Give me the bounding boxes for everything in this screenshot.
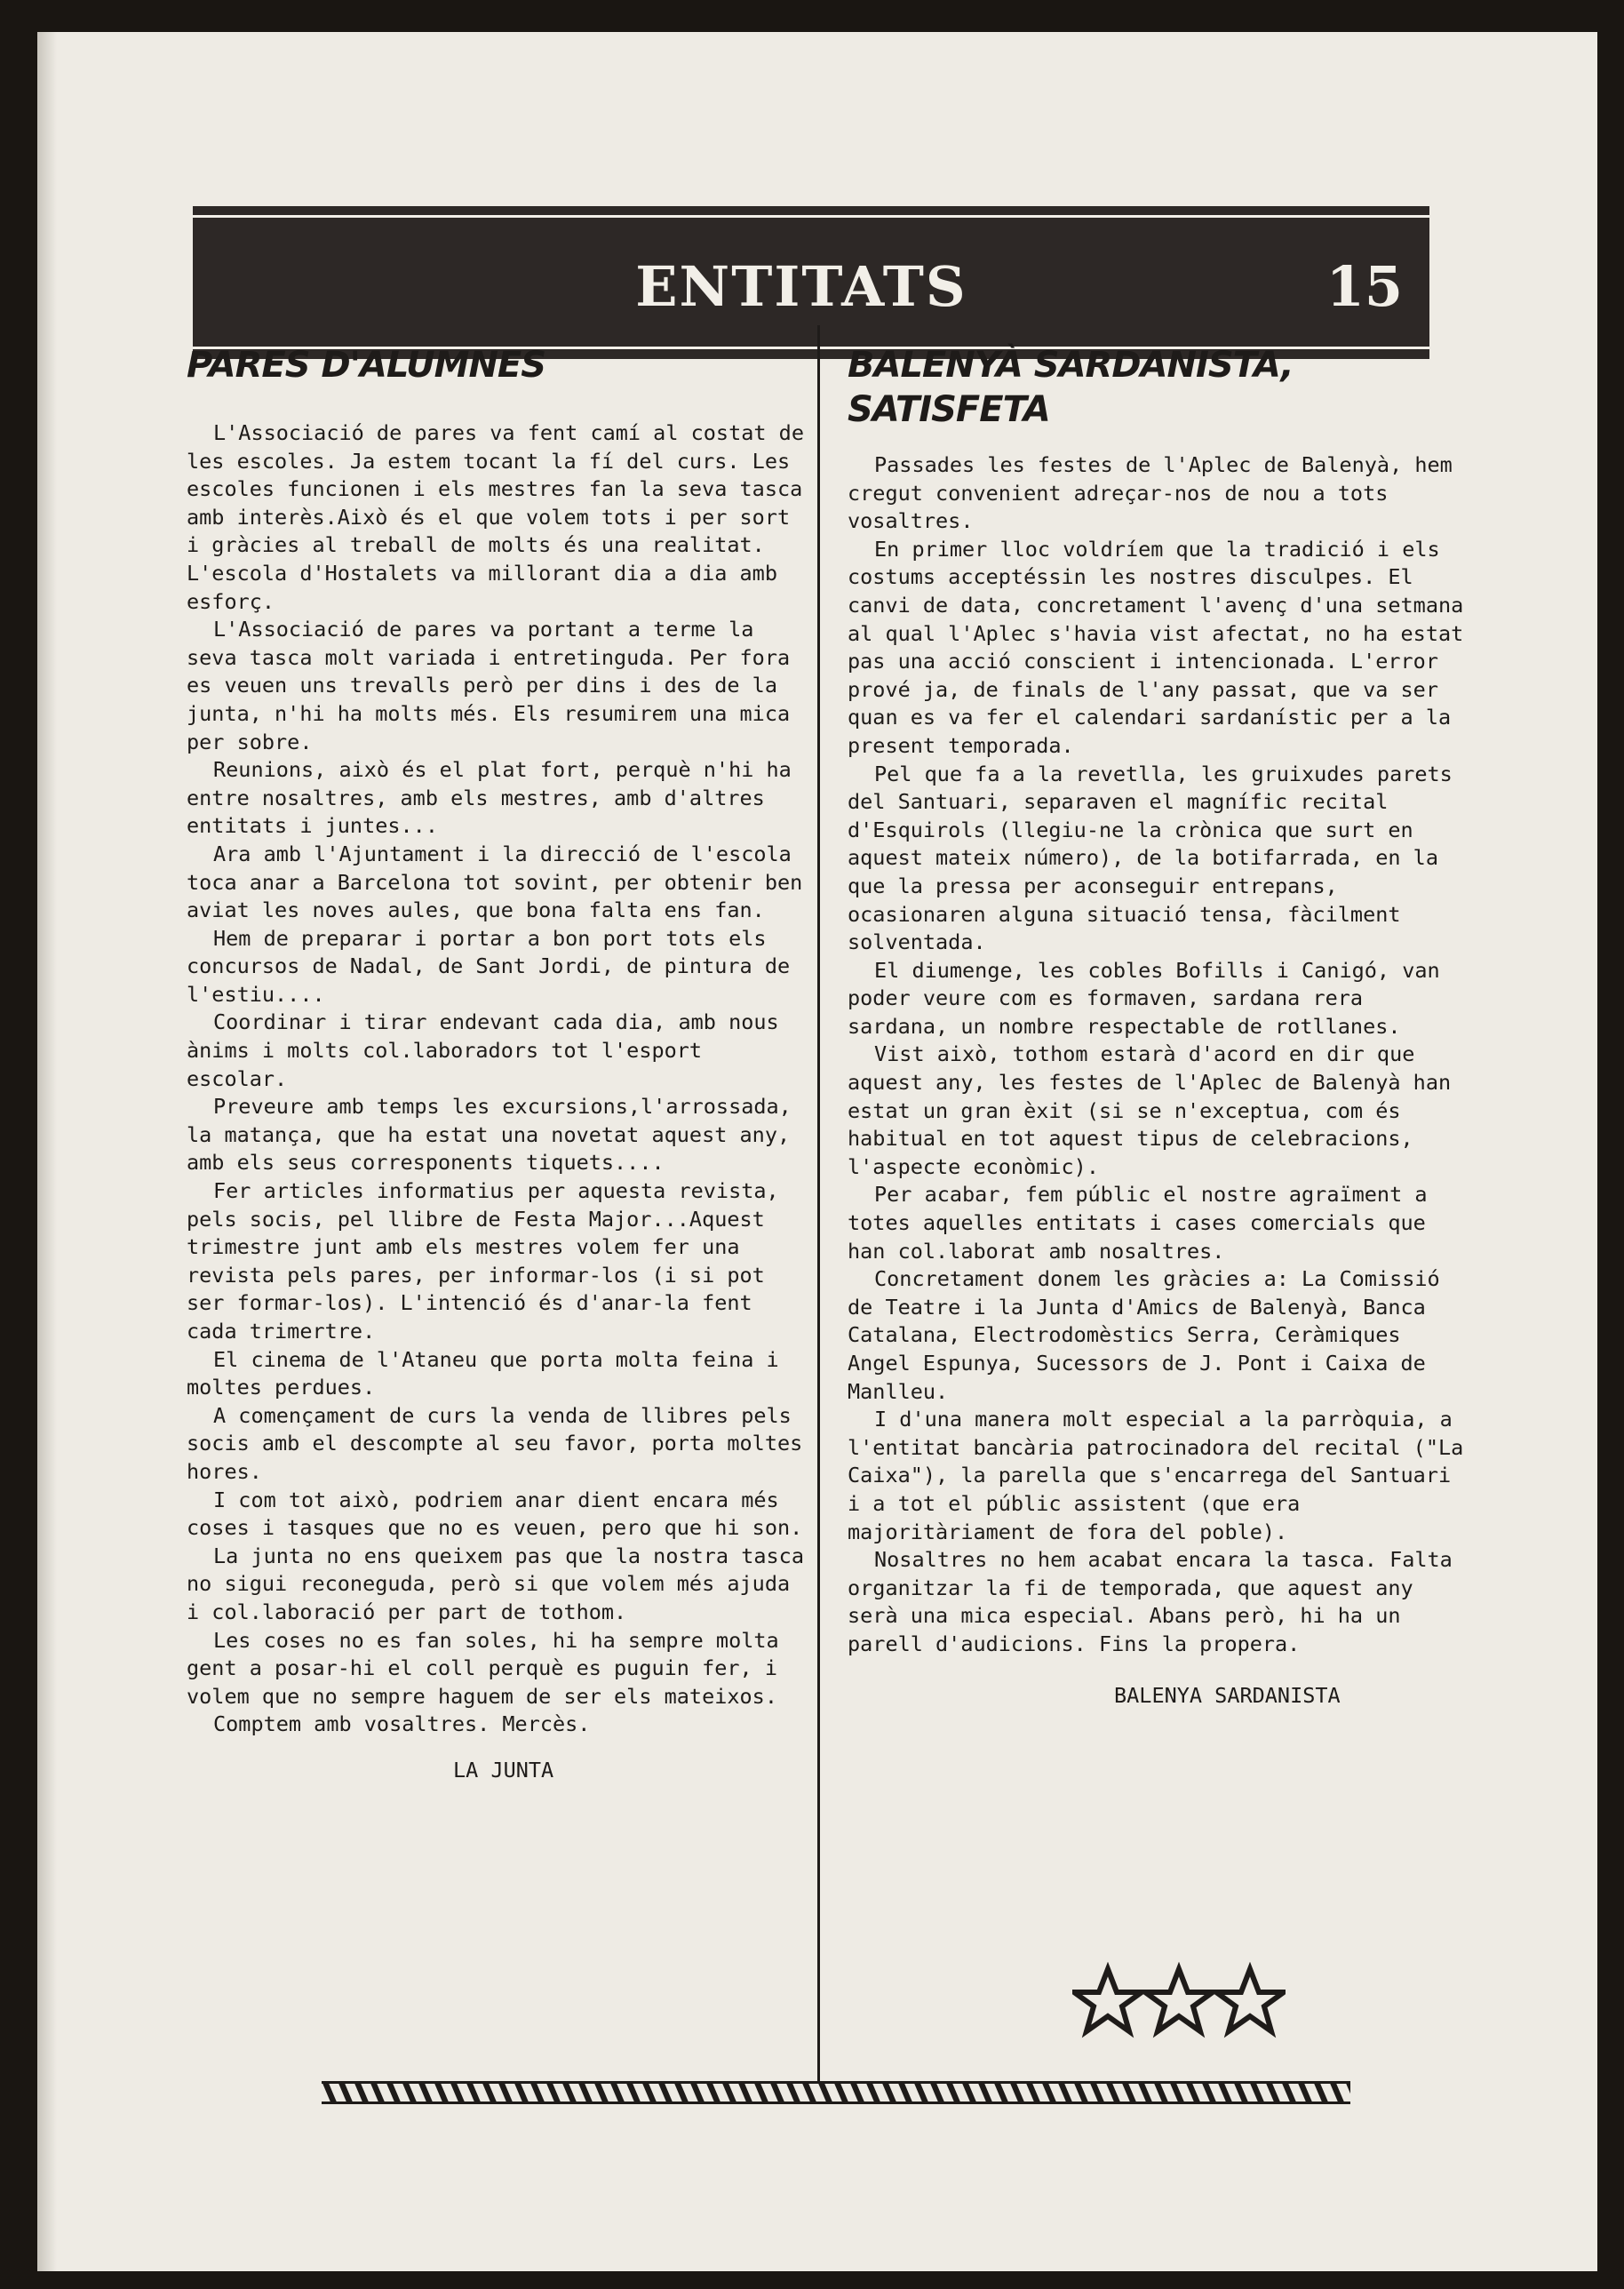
left-article-body [187, 419, 808, 1739]
right-paragraph: Pel que fa a la revetlla, les gruixudes parets del Santuari, separaven el magnífic recital d'Esquirols (llegiu-ne la crònica que surt en aquest mateix número), de la botifarrada, en la que la pressa per aconseguir entrepans, ocasionaren alguna situació tensa, fàcilment solventada. [848, 761, 1453, 955]
column-divider [817, 325, 820, 2094]
magazine-page [37, 32, 1597, 2271]
section-header [193, 206, 1429, 359]
left-paragraph: A començament de curs la venda de llibres pels socis amb el descompte al seu favor, porta moltes hores. [187, 1402, 803, 1484]
right-paragraph: Passades les festes de l'Aplec de Balenyà, hem cregut convenient adreçar-nos de nou a tots vosaltres. [848, 452, 1453, 534]
left-paragraph: L'Associació de pares va fent camí al costat de les escoles. Ja estem tocant la fí del curs. Les escoles funcionen i els mestres fan la seva tasca amb interès.Això és el que volem tots i per sort i gràcies al treball de molts és una realitat. L'escola d'Hostalets va millorant dia a dia amb esforç. [187, 420, 804, 614]
binding-shadow [37, 32, 57, 2271]
right-article-title: BALENYÀ SARDANISTA, SATISFETA [848, 345, 1294, 430]
left-paragraph: L'Associació de pares va portant a terme la seva tasca molt variada i entretinguda. Per fora es veuen uns trevalls però per dins i des de la junta, n'hi ha molts més. Els resumirem una mica per sobre. [187, 617, 791, 754]
left-paragraph: Reunions, això és el plat fort, perquè n'hi ha entre nosaltres, amb els mestres, amb d'altres entitats i juntes... [187, 757, 792, 839]
page-number: 15 [1325, 254, 1403, 319]
right-article [848, 343, 1469, 1710]
right-paragraph: I d'una manera molt especial a la parròquia, a l'entitat bancària patrocinadora del recital ("La Caixa"), la parella que s'encarrega del Santuari i a tot el públic assistent (que era majoritàriament de fora del poble). [848, 1407, 1464, 1544]
section-title: ENTITATS [635, 254, 967, 319]
left-paragraph: I com tot això, podriem anar dient encara més coses i tasques que no es veuen, pero que hi son. [187, 1487, 803, 1541]
header-top-rule [193, 215, 1429, 218]
right-paragraph: Concretament donem les gràcies a: La Comissió de Teatre i la Junta d'Amics de Balenyà, Banca Catalana, Electrodomèstics Serra, Ceràmiques Angel Espunya, Sucessors de J. Pont i Caixa de Manlleu. [848, 1266, 1440, 1404]
left-article [187, 343, 808, 1785]
left-article-title: PARES D'ALUMNES [187, 345, 546, 386]
left-paragraph: El cinema de l'Ataneu que porta molta feina i moltes perdues. [187, 1346, 779, 1400]
left-paragraph: Les coses no es fan soles, hi ha sempre molta gent a posar-hi el coll perquè es puguin fer, i volem que no sempre haguem de ser els mateixos. [187, 1627, 779, 1709]
left-paragraph: Coordinar i tirar endevant cada dia, amb nous ànims i molts col.laboradors tot l'esport escolar. [187, 1009, 779, 1091]
right-article-body [848, 451, 1469, 1659]
right-paragraph: El diumenge, les cobles Bofills i Canigó, van poder veure com es formaven, sardana rera sardana, un nombre respectable de rotllanes. [848, 957, 1440, 1039]
left-article-signature: LA JUNTA [453, 1757, 554, 1783]
left-paragraph: Comptem amb vosaltres. Mercès. [213, 1711, 591, 1737]
left-paragraph: Preveure amb temps les excursions,l'arrossada, la matança, que ha estat una novetat aquest any, amb els seus corresponents tiquets.... [187, 1094, 792, 1176]
right-paragraph: Vist això, tothom estarà d'acord en dir que aquest any, les festes de l'Aplec de Balenyà han estat un gran èxit (si se n'exceptua, com és habitual en tot aquest tipus de celebracions, l'aspecte econòmic). [848, 1041, 1452, 1179]
right-paragraph: En primer lloc voldríem que la tradició i els costums acceptéssin les nostres disculpes. El canvi de data, concretament l'avenç d'una setmana al qual l'Aplec s'havia vist afectat, no ha estat pas una acció conscient i intencionada. L'error prové ja, de finals de l'any passat, que va ser quan es va fer el calendari sardanístic per a la present temporada. [848, 536, 1464, 758]
right-paragraph: Per acabar, fem públic el nostre agraïment a totes aquelles entitats i cases comercials que han col.laborat amb nosaltres. [848, 1182, 1428, 1264]
zigzag-rule-icon [322, 2081, 1350, 2104]
left-paragraph: Hem de preparar i portar a bon port tots els concursos de Nadal, de Sant Jordi, de pintura de l'estiu.... [187, 925, 791, 1007]
left-paragraph: Fer articles informatius per aquesta revista, pels socis, pel llibre de Festa Major...Aquest trimestre junt amb els mestres volem fer una revista pels pares, per informar-los (i si pot ser formar-los). L'intenció és d'anar-la fent cada trimertre. [187, 1178, 779, 1344]
stars-icon [1072, 1962, 1286, 2042]
left-paragraph: Ara amb l'Ajuntament i la direcció de l'escola toca anar a Barcelona tot sovint, per obtenir ben aviat les noves aules, que bona falta ens fan. [187, 841, 803, 923]
left-paragraph: La junta no ens queixem pas que la nostra tasca no sigui reconeguda, però si que volem més ajuda i col.laboració per part de tothom. [187, 1543, 804, 1624]
right-article-signature: BALENYA SARDANISTA [1114, 1682, 1341, 1708]
right-paragraph: Nosaltres no hem acabat encara la tasca. Falta organitzar la fi de temporada, que aquest any serà una mica especial. Abans però, hi ha un parell d'audicions. Fins la propera. [848, 1547, 1453, 1656]
